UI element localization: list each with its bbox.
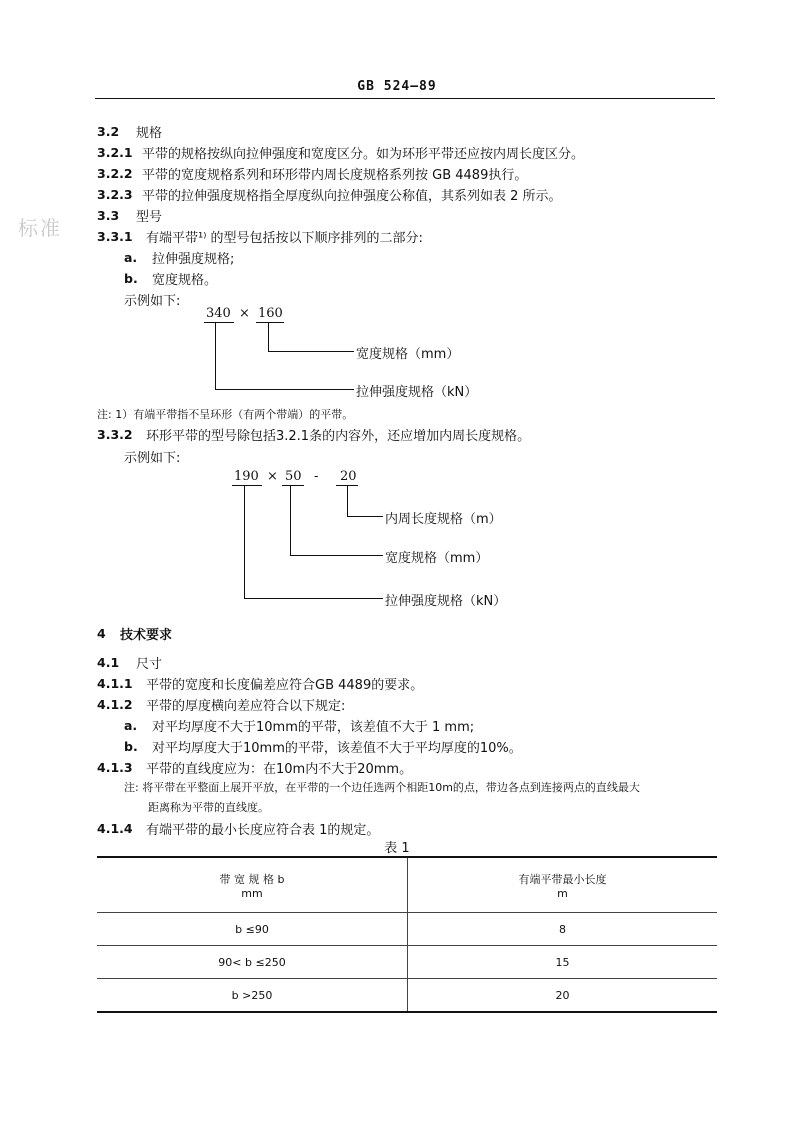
label-width: 宽度规格（mm）	[356, 347, 460, 362]
list-item-text: 宽度规格。	[152, 273, 218, 288]
table-header-row	[97, 857, 717, 913]
header-label: 有端平带最小长度	[518, 872, 607, 886]
section-number: 3.2	[97, 124, 120, 139]
clause-number: 4.1.4	[97, 821, 133, 836]
code-part-width: 160	[258, 306, 283, 321]
chapter-number: 4	[97, 626, 106, 641]
clause-number: 4.1.2	[97, 697, 133, 712]
footnote: 注: 1）有端平带指不呈环形（有两个带端）的平带。	[97, 408, 354, 421]
list-item-text: 拉伸强度规格;	[152, 252, 235, 267]
table-caption: 表 1	[384, 841, 410, 856]
code-part-length: 20	[340, 469, 357, 484]
code-separator: ×	[267, 469, 278, 484]
label-width: 宽度规格（mm）	[385, 551, 489, 566]
note-text: 注: 将平带在平整面上展开平放，在平带的一个边任选两个相距10m的点，带边各点到连接两点的直线最大	[124, 781, 640, 794]
leader-line	[244, 486, 245, 598]
clause-text: 平带的规格按纵向拉伸强度和宽度区分。如为环形平带还应按内周长度区分。	[142, 147, 585, 162]
leader-line	[290, 555, 383, 556]
clause-text: 环形平带的型号除包括3.2.1条的内容外，还应增加内周长度规格。	[146, 429, 531, 444]
list-marker: a.	[124, 718, 138, 733]
code-part-tensile: 190	[234, 469, 259, 484]
clause-number: 3.2.3	[97, 187, 133, 202]
leader-line	[268, 351, 354, 352]
section-title: 型号	[136, 210, 163, 225]
code-part-width: 50	[285, 469, 302, 484]
header-unit: mm	[241, 886, 263, 900]
code-part-tensile: 340	[206, 306, 231, 321]
chapter-title: 技术要求	[120, 628, 173, 643]
clause-text: 平带的直线度应为：在10m内不大于20mm。	[146, 762, 413, 777]
table-cell: 20	[408, 979, 718, 1013]
example-intro: 示例如下:	[124, 294, 181, 309]
clause-text: 有端平带的最小长度应符合表 1的规定。	[146, 823, 380, 838]
table-cell: 8	[408, 913, 718, 946]
table-cell: b ≤90	[97, 913, 408, 946]
header-label: 带 宽 规 格 b	[219, 872, 285, 886]
leader-line	[244, 598, 383, 599]
leader-line	[215, 323, 216, 389]
table-cell: 90< b ≤250	[97, 946, 408, 979]
section-title: 尺寸	[136, 657, 163, 672]
clause-text: 平带的宽度和长度偏差应符合GB 4489的要求。	[146, 678, 424, 693]
clause-number: 4.1.1	[97, 676, 133, 691]
table-row	[97, 913, 717, 946]
list-item-text: 对平均厚度大于10mm的平带，该差值不大于平均厚度的10%。	[152, 741, 522, 756]
underline	[282, 485, 304, 486]
label-tensile: 拉伸强度规格（kN）	[385, 594, 507, 609]
leader-line	[290, 486, 291, 555]
table-1	[97, 856, 717, 1013]
watermark-stamp: 标准	[18, 216, 62, 240]
leader-line	[215, 389, 354, 390]
list-marker: b.	[124, 739, 138, 754]
leader-line	[268, 323, 269, 351]
table-row	[97, 946, 717, 979]
example-intro: 示例如下:	[124, 451, 181, 466]
underline	[204, 322, 234, 323]
clause-number: 3.3.2	[97, 427, 133, 442]
table-cell: b >250	[97, 979, 408, 1013]
standard-code-header: GB 524—89	[357, 79, 437, 94]
clause-number: 3.2.1	[97, 145, 133, 160]
clause-text: 有端平带¹⁾ 的型号包括按以下顺序排列的二部分:	[146, 231, 423, 246]
code-separator: -	[314, 469, 319, 484]
underline	[256, 322, 284, 323]
section-number: 3.3	[97, 208, 120, 223]
section-number: 4.1	[97, 655, 120, 670]
leader-line	[347, 516, 383, 517]
header-cell-length	[408, 857, 718, 913]
list-item-text: 对平均厚度不大于10mm的平带，该差值不大于 1 mm;	[152, 720, 475, 735]
code-separator: ×	[239, 306, 250, 321]
clause-number: 4.1.3	[97, 760, 133, 775]
section-title: 规格	[136, 126, 163, 141]
clause-text: 平带的宽度规格系列和环形带内周长度规格系列按 GB 4489执行。	[142, 168, 528, 183]
clause-number: 3.3.1	[97, 229, 133, 244]
header-unit: m	[557, 886, 568, 900]
leader-line	[347, 486, 348, 516]
list-marker: a.	[124, 250, 138, 265]
table-cell: 15	[408, 946, 718, 979]
label-length: 内周长度规格（m）	[385, 512, 502, 527]
header-rule	[95, 98, 715, 99]
list-marker: b.	[124, 271, 138, 286]
underline	[232, 485, 262, 486]
clause-text: 平带的拉伸强度规格指全厚度纵向拉伸强度公称值，其系列如表 2 所示。	[142, 189, 562, 204]
table-row	[97, 979, 717, 1013]
label-tensile: 拉伸强度规格（kN）	[356, 385, 478, 400]
clause-number: 3.2.2	[97, 166, 133, 181]
header-cell-width	[97, 857, 408, 913]
note-text: 距离称为平带的直线度。	[148, 801, 269, 814]
clause-text: 平带的厚度横向差应符合以下规定:	[146, 699, 346, 714]
